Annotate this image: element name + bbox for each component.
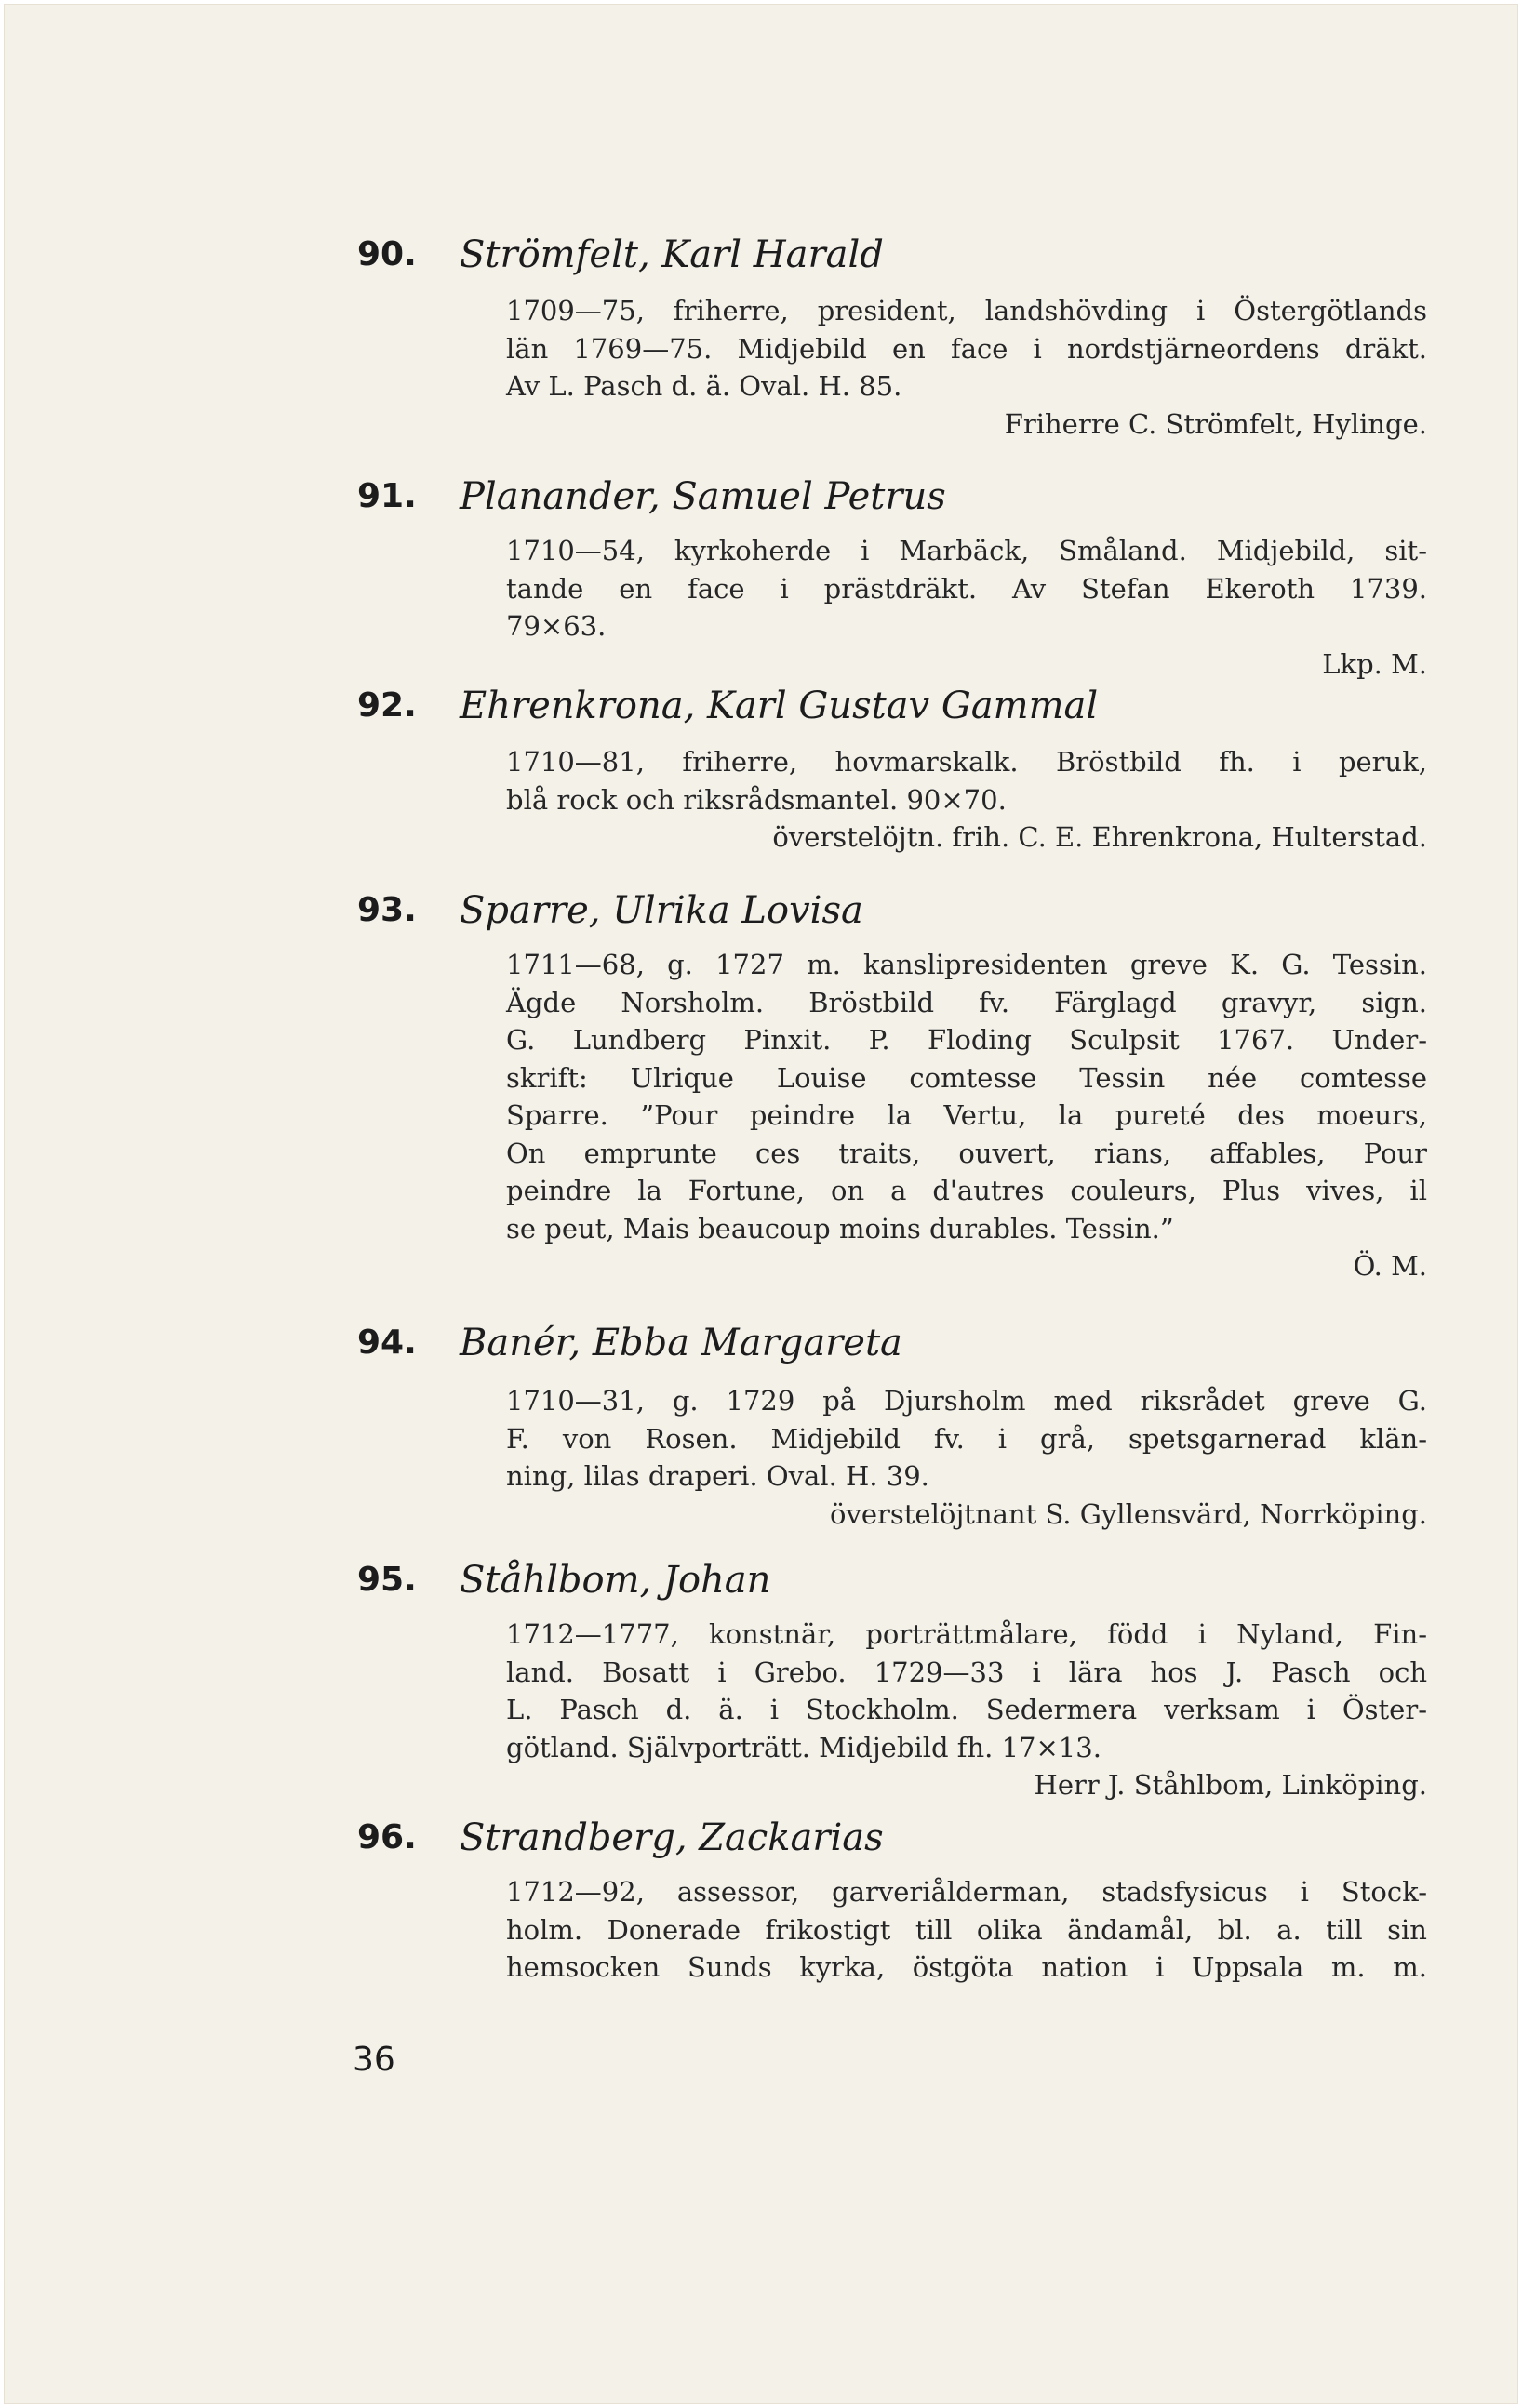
text-line: Ägde Norsholm. Bröstbild fv. Färglagd gravyr, sign. [506, 986, 1427, 1018]
text-line: Av L. Pasch d. ä. Oval. H. 85. [506, 370, 902, 402]
entry-number: 95. [357, 1561, 417, 1599]
text-line: F. von Rosen. Midjebild fv. i grå, spetsgarnerad klän- [506, 1422, 1427, 1455]
text-line: 1709—75, friherre, president, landshövding i Östergötlands [506, 295, 1427, 326]
text-line: 79×63. [506, 610, 607, 642]
entry-text [506, 1873, 1427, 1987]
entry-name: Strandberg, Zackarias [460, 1816, 884, 1859]
text-line: blå rock och riksrådsmantel. 90×70. [506, 783, 1007, 816]
entry-name: Ståhlbom, Johan [460, 1559, 771, 1602]
owner-line: Friherre C. Strömfelt, Hylinge. [1004, 407, 1427, 440]
text-line: 1710—54, kyrkoherde i Marbäck, Småland. Midjebild, sit- [506, 535, 1427, 566]
text-line: län 1769—75. Midjebild en face i nordstjärneordens dräkt. [506, 332, 1427, 365]
text-line: L. Pasch d. ä. i Stockholm. Sedermera verksam i Öster- [506, 1694, 1427, 1725]
text-line: holm. Donerade frikostigt till olika ändamål, bl. a. till sin [506, 1913, 1427, 1946]
entry-number: 91. [357, 477, 417, 515]
text-line: peindre la Fortune, on a d'autres couleurs, Plus vives, il [506, 1175, 1427, 1206]
entry-name: Banér, Ebba Margareta [460, 1322, 902, 1364]
owner-line: Ö. M. [1353, 1250, 1427, 1282]
entry-text [506, 743, 1427, 857]
entry-number: 96. [357, 1818, 417, 1856]
page-number: 36 [353, 2041, 395, 2079]
text-line: land. Bosatt i Grebo. 1729—33 i lära hos J. Pasch och [506, 1656, 1427, 1688]
owner-line: överstelöjtnant S. Gyllensvärd, Norrköping. [830, 1497, 1427, 1530]
text-line: Sparre. ”Pour peindre la Vertu, la pureté des moeurs, [506, 1099, 1427, 1131]
text-line: 1710—81, friherre, hovmarskalk. Bröstbild fh. i peruk, [506, 746, 1427, 778]
text-line: 1712—1777, konstnär, porträttmålare, född i Nyland, Fin- [506, 1618, 1427, 1650]
book-page [4, 4, 1518, 2404]
text-line: götland. Självporträtt. Midjebild fh. 17×13. [506, 1731, 1101, 1763]
text-line: 1711—68, g. 1727 m. kanslipresidenten greve K. G. Tessin. [506, 949, 1427, 980]
text-line: 1712—92, assessor, garveriålderman, stadsfysicus i Stock- [506, 1876, 1427, 1908]
text-line: G. Lundberg Pinxit. P. Floding Sculpsit 1767. Under- [506, 1024, 1427, 1056]
entry-name: Planander, Samuel Petrus [460, 475, 946, 518]
owner-line: Lkp. M. [1322, 647, 1427, 680]
entry-name: Sparre, Ulrika Lovisa [460, 889, 863, 932]
entry-number: 92. [357, 686, 417, 725]
text-line: ning, lilas draperi. Oval. H. 39. [506, 1460, 929, 1492]
entry-name: Strömfelt, Karl Harald [460, 233, 884, 276]
text-line: se peut, Mais beaucoup moins durables. Tessin.” [506, 1212, 1174, 1244]
entry-text [506, 1382, 1427, 1533]
entry-text [506, 292, 1427, 443]
owner-line: Herr J. Ståhlbom, Linköping. [1034, 1769, 1427, 1801]
entry-text [506, 1616, 1427, 1804]
text-line: On emprunte ces traits, ouvert, rians, affables, Pour [506, 1137, 1427, 1169]
entry-text [506, 946, 1427, 1285]
entry-text [506, 532, 1427, 683]
text-line: tande en face i prästdräkt. Av Stefan Ekeroth 1739. [506, 572, 1427, 605]
entry-number: 93. [357, 891, 417, 929]
owner-line: överstelöjtn. frih. C. E. Ehrenkrona, Hulterstad. [772, 821, 1427, 853]
text-line: hemsocken Sunds kyrka, östgöta nation i Uppsala m. m. [506, 1951, 1427, 1983]
entry-number: 94. [357, 1324, 417, 1362]
entry-name: Ehrenkrona, Karl Gustav Gammal [460, 685, 1099, 727]
entry-number: 90. [357, 235, 417, 273]
text-line: 1710—31, g. 1729 på Djursholm med riksrådet greve G. [506, 1385, 1427, 1417]
text-line: skrift: Ulrique Louise comtesse Tessin née comtesse [506, 1061, 1427, 1094]
